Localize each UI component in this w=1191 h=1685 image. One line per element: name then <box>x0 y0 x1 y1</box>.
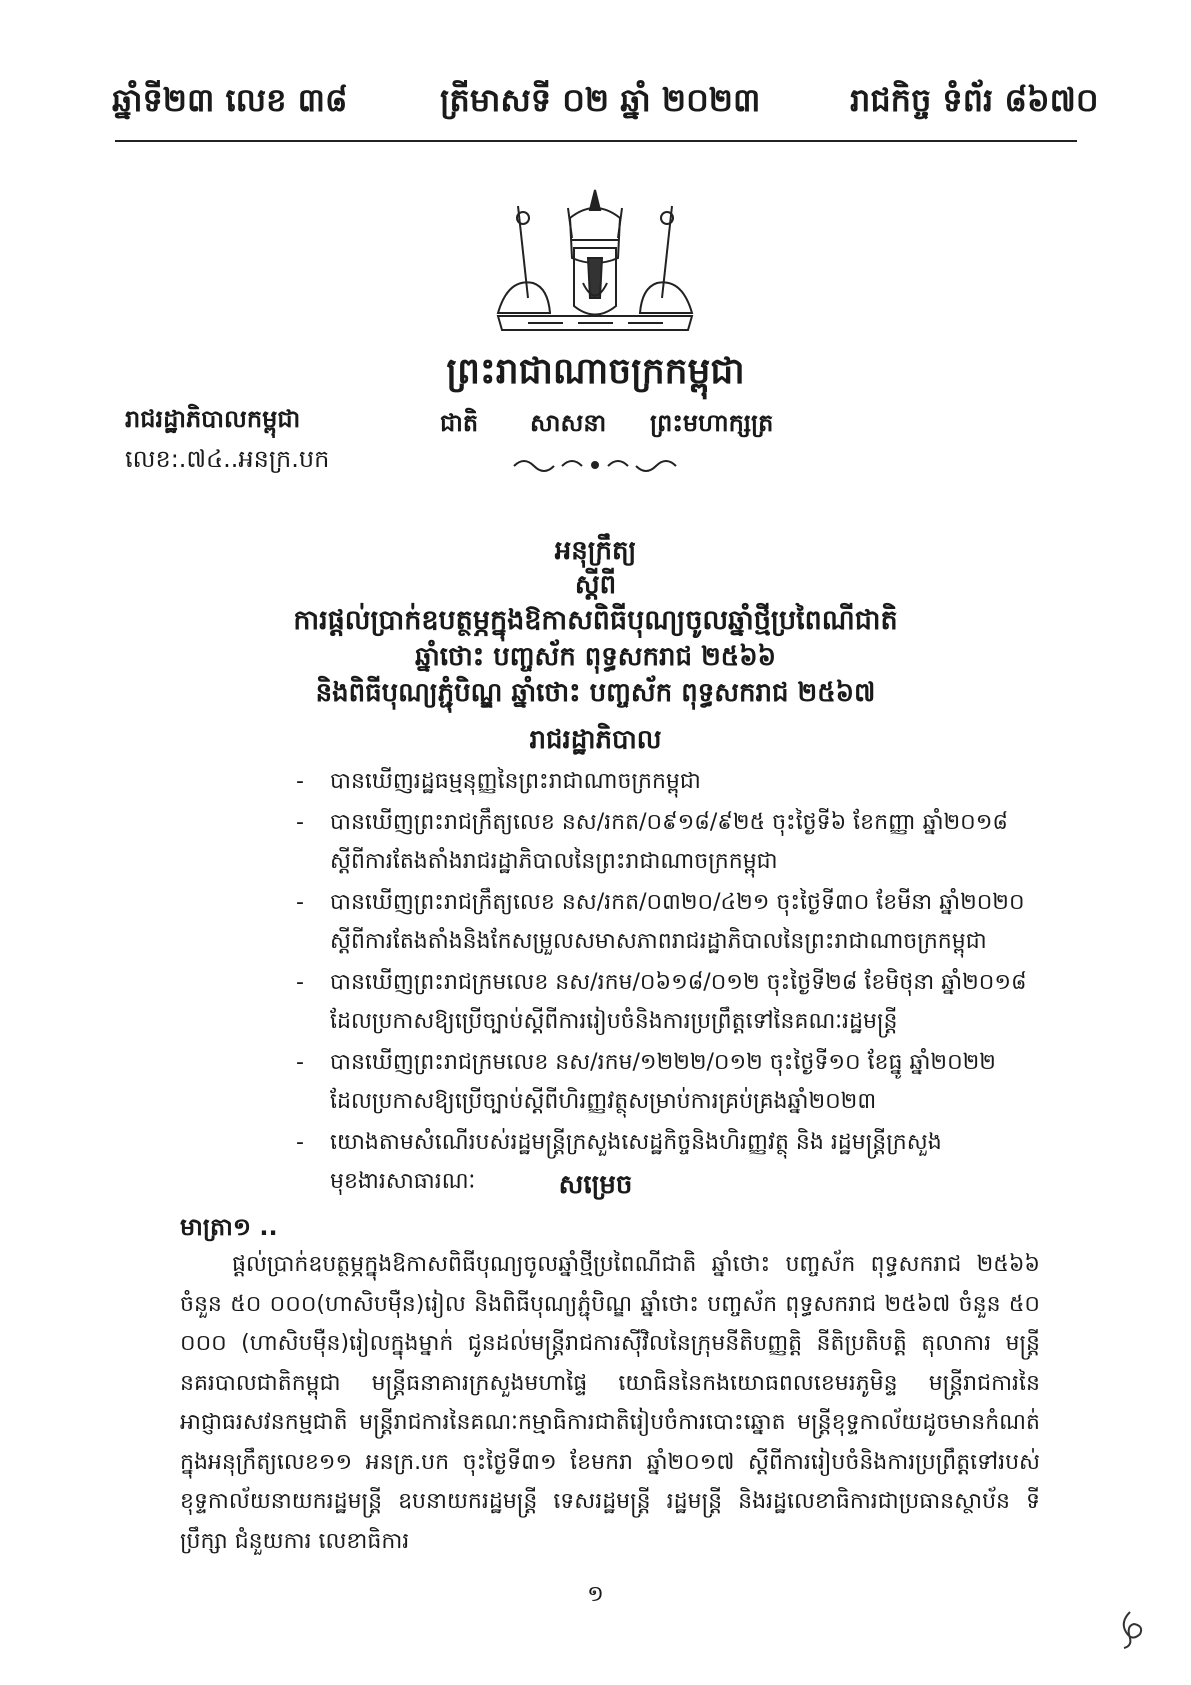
header-page: រាជកិច្ច ទំព័រ ៨៦៧០ <box>850 81 1099 119</box>
motto-nation: ជាតិ <box>440 409 479 437</box>
article-1-title: មាត្រា១ .. <box>180 1213 278 1241</box>
preamble-item: - បានឃើញព្រះរាជក្រឹត្យលេខ នស/រកត/០៣២០/៤២១ ចុះថ្ងៃទី៣០ ខែមីនា ឆ្នាំ២០២០ ស្តីពីការតែងតាំងនិងកែសម្រួលសមាសភាពរាជរដ្ឋាភិបាលនៃព្រះរាជាណាចក្រកម្ពុជា <box>296 890 1025 954</box>
issuer-label: រាជរដ្ឋាភិបាលកម្ពុជា <box>125 405 301 433</box>
subject-line-3: និងពិធីបុណ្យភ្ជុំបិណ្ឌ ឆ្នាំថោះ បញ្ចស័ក ពុទ្ធសករាជ ២៥៦៧ <box>315 678 876 708</box>
decision-heading: សម្រេច <box>558 1170 633 1200</box>
preamble-item: - បានឃើញរដ្ឋធម្មនុញ្ញនៃព្រះរាជាណាចក្រកម្ពុជា <box>296 769 701 794</box>
government-heading: រាជរដ្ឋាភិបាល <box>529 725 662 755</box>
subject-word: ស្តីពី <box>574 570 617 600</box>
motto-king: ព្រះមហាក្សត្រ <box>650 409 774 437</box>
subject-line-1: ការផ្តល់ប្រាក់ឧបត្ថម្ភក្នុងឱកាសពិធីបុណ្យចូលឆ្នាំថ្មីប្រពៃណីជាតិ <box>293 605 898 636</box>
document-type: អនុក្រឹត្យ <box>554 536 637 566</box>
kingdom-title: ព្រះរាជាណាចក្រកម្ពុជា <box>446 351 745 392</box>
page-number: ១ <box>587 1582 604 1607</box>
handwritten-initial-icon <box>1116 1608 1146 1650</box>
header-issue: ឆ្នាំទី២៣ លេខ ៣៨ <box>112 81 348 119</box>
article-1-text: ផ្តល់ប្រាក់ឧបត្ថម្ភក្នុងឱកាសពិធីបុណ្យចូលឆ្នាំថ្មីប្រពៃណីជាតិ ឆ្នាំថោះ បញ្ចស័ក ពុទ្ធសករាជ ២៥៦៦ ចំនួន ៥០ ០០០(ហាសិបម៉ឺន)រៀល និងពិធីបុណ្យភ្ជុំបិណ្ឌ ឆ្នាំថោះ បញ្ចស័ក ពុទ្ធសករាជ ២៥៦៧ ចំនួន ៥០ ០០០ (ហាសិបម៉ឺន)រៀលក្នុងម្នាក់ ជូនដល់មន្ត្រីរាជការស៊ីវិលនៃក្រុមនីតិបញ្ញត្តិ នីតិប្រតិបត្តិ តុលាការ មន្ត្រីនគរបាលជាតិកម្ពុជា មន្ត្រីធនាគារក្រសួងមហាផ្ទៃ យោធិននៃកងយោធពលខេមរភូមិន្ទ មន្ត្រីរាជការនៃអាជ្ញាធរសវនកម្មជាតិ មន្ត្រីរាជការនៃគណៈកម្មាធិការជាតិរៀបចំការបោះឆ្នោត មន្ត្រីខុទ្ទកាល័យដូចមានកំណត់ក្នុងអនុក្រឹត្យលេខ១១ អនក្រ.បក ចុះថ្ងៃទី៣១ ខែមករា ឆ្នាំ២០១៧ ស្តីពីការរៀបចំនិងការប្រព្រឹត្តទៅរបស់ខុទ្ទកាល័យនាយករដ្ឋមន្ត្រី ឧបនាយករដ្ឋមន្ត្រី ទេសរដ្ឋមន្ត្រី រដ្ឋមន្ត្រី និងរដ្ឋលេខាធិការជាប្រធានស្ថាប័ន ទីប្រឹក្សា ជំនួយការ លេខាធិការ <box>180 1252 1040 1554</box>
preamble-item: - យោងតាមសំណើរបស់រដ្ឋមន្ត្រីក្រសួងសេដ្ឋកិច្ចនិងហិរញ្ញវត្ថុ និង រដ្ឋមន្ត្រីក្រសួងមុខងារសាធារណៈ <box>296 1130 942 1194</box>
reference-number: លេខ:.៧៤..អនក្រ.បក <box>125 445 330 473</box>
subject-line-2: ឆ្នាំថោះ បញ្ចស័ក ពុទ្ធសករាជ ២៥៦៦ <box>414 642 777 672</box>
preamble-item: - បានឃើញព្រះរាជក្រមលេខ នស/រកម/០៦១៨/០១២ ចុះថ្ងៃទី២៨ ខែមិថុនា ឆ្នាំ២០១៨ ដែលប្រកាសឱ្យប្រើច្បាប់ស្តីពីការរៀបចំនិងការប្រព្រឹត្តទៅនៃគណៈរដ្ឋមន្ត្រី <box>296 970 1027 1034</box>
preamble-item: - បានឃើញព្រះរាជក្រមលេខ នស/រកម/១២២២/០១២ ចុះថ្ងៃទី១០ ខែធ្នូ ឆ្នាំ២០២២ ដែលប្រកាសឱ្យប្រើច្បាប់ស្តីពីហិរញ្ញវត្ថុសម្រាប់ការគ្រប់គ្រងឆ្នាំ២០២៣ <box>296 1050 996 1114</box>
preamble-item: - បានឃើញព្រះរាជក្រឹត្យលេខ នស/រកត/០៩១៨/៩២៥ ចុះថ្ងៃទី៦ ខែកញ្ញា ឆ្នាំ២០១៨ ស្តីពីការតែងតាំងរាជរដ្ឋាភិបាលនៃព្រះរាជាណាចក្រកម្ពុជា <box>296 810 1008 874</box>
royal-coat-of-arms-icon <box>488 188 702 338</box>
preamble-list <box>296 762 1040 1203</box>
ornament-divider-icon <box>510 452 680 478</box>
motto-religion: សាសនា <box>530 409 607 437</box>
header-date: ត្រីមាសទី ០២ ឆ្នាំ ២០២៣ <box>440 81 761 119</box>
header-rule <box>115 140 1077 142</box>
